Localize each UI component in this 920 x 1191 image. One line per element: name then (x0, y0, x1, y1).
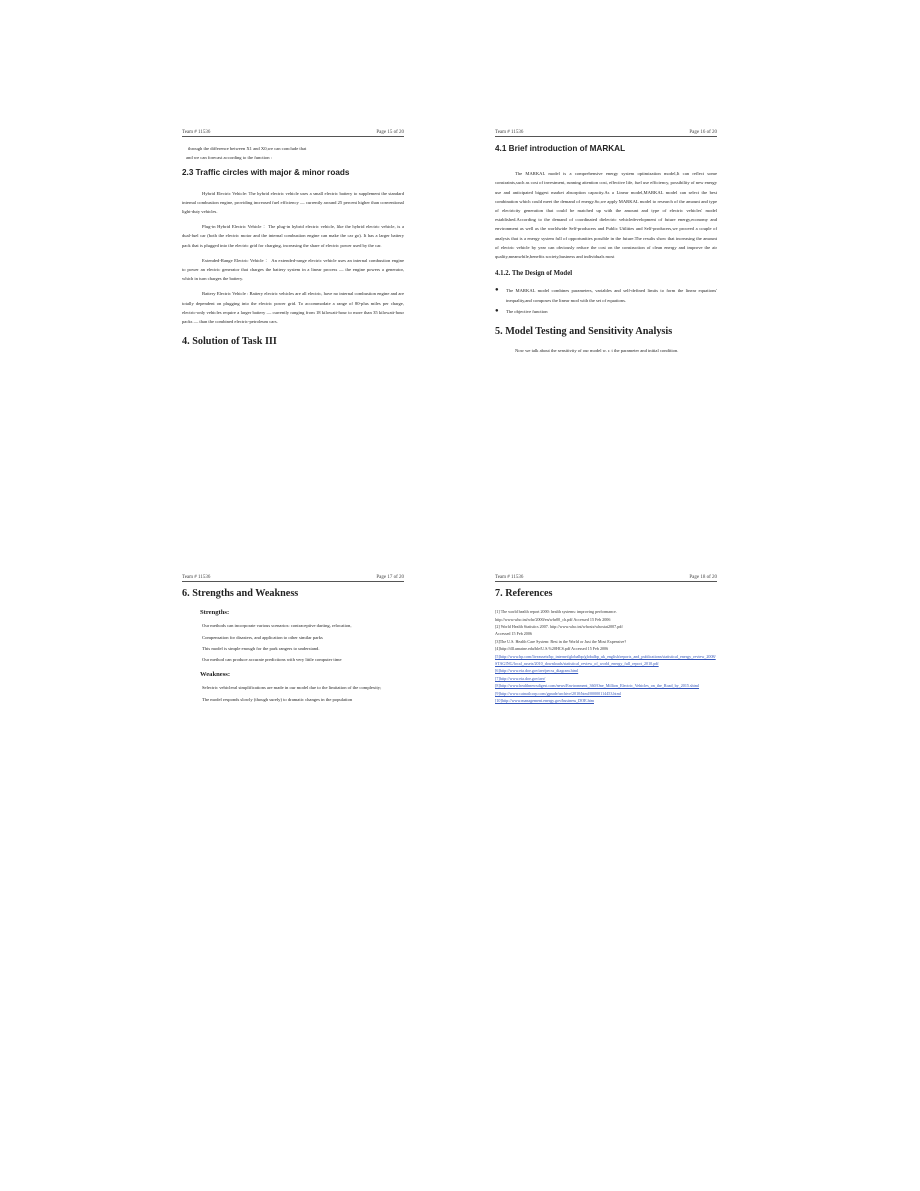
team-number: Team # 11536 (495, 130, 524, 135)
section-heading: 6. Strengths and Weakness (182, 588, 299, 599)
section-heading: 4.1 Brief introduction of MARKAL (495, 144, 626, 153)
reference-item: [3]The U.S. Health Care System: Best in the World or Just the Most Expensive? (495, 638, 627, 644)
reference-link[interactable]: [9]http://www.catnatlcorp.com/gprade/archive/2010/html/00000114453.html (495, 690, 621, 696)
document-page-17 (182, 575, 404, 710)
paragraph: Hybrid Electric Vehicle: The hybrid electric vehicle uses a small electric battery to supplement the standard internal combustion engine, providing increased fuel efficiency — currently around 25 percent higher than conventional light-duty vehicles. (182, 190, 404, 215)
section-heading: 2.3 Traffic circles with major & minor roads (182, 168, 350, 178)
bullet-icon: ● (495, 287, 499, 294)
section-heading: 7. References (495, 588, 553, 599)
paragraph: Selectric vehicleral simplifications are made in our model due to the limitation of the complexity; (202, 685, 382, 691)
body-line: and we can forecast according to the function : (186, 155, 272, 161)
team-number: Team # 11536 (182, 130, 211, 135)
page-header (495, 130, 717, 137)
page-header (495, 575, 717, 582)
page-header (182, 130, 404, 137)
reference-list (495, 608, 717, 704)
page-number: Page 15 of 20 (376, 130, 404, 135)
section-heading: 4. Solution of Task III (182, 336, 277, 348)
page-number: Page 16 of 20 (689, 130, 717, 135)
reference-link[interactable]: [10]http://www.management.energy.gov/business_DOE.htm (495, 698, 594, 704)
list-item-text: The MARKAL model combines parameters, variables and self-defined limits to form the linear equations' inequality,and composes the linear mod with the set of equations. (506, 288, 717, 303)
paragraph: Now we talk about the sensitivity of our model w. r. t the parameter and initial condition. (515, 348, 679, 354)
paragraph: Plug-in Hybrid Electric Vehicle ：The plug-in hybrid electric vehicle, like the hybrid electric vehicle, is a dual-fuel car (both the electric motor and the internal combustion engine can make the car go). It has a larger battery pack that is plugged into the electric grid for charging, increasing the share of electric power used by the car. (182, 224, 404, 248)
paragraph: This model is simple enough for the park rangers to understand. (202, 645, 320, 651)
list-item-text: The objective function (506, 308, 548, 314)
page-number: Page 18 of 20 (689, 575, 717, 580)
paragraph: The MARKAL model is a comprehensive energy system optimization model,It can reflect some constraints,such as cost of investment, running attention cost, effective life, fuel use efficiency, possibility of new energy use and anticipated biggest market absorption capacity.As a Linear model,MARKAL model can select the best combination which could meet the demand of energy.So,we apply MARKAL model to research of the amount and type of electricity generation that could be matched up with the amount and type of electric vehicles' model established.According to the demand of coordinated dielectric vehicledevelopment of future energy,economy and environment as well as the worldwide Self-producers and Public Utilities and Self-producers,we proceed a couple of analysis that is a energy system full of opportunities possible in the future.The results show that increasing the amount of electric vehicle by year can obviously reduce the cost on the construction of clean energy and improve the air quality,meanwhile,benefits society,business and individuals most (495, 171, 717, 260)
reference-item: http://www.who.int/whr/2000/en/whr00_ch.pdf Accessed 15 Feb 2006 (495, 616, 611, 622)
strengths-title: Strengths: (200, 609, 230, 617)
paragraph: Our methods can incorporate various scenarios: contraceptive darting, relocation, (202, 623, 352, 629)
paragraph: Battery Electric Vehicle : Battery electric vehicles are all electric, have no internal combustion engine and are totally dependent on plugging into the electric power grid. To accommodate a range of 80-plus miles per charge, electric-only vehicles require a larger battery — currently ranging from 18 kilowatt-hour to more than 35 kilowatt-hour packs — than the combined electric-petroleum cars. (182, 291, 404, 325)
paragraph: Compensation for disasters, and application to other similar parks (202, 634, 323, 640)
team-number: Team # 11536 (182, 575, 211, 580)
document-page-18 (495, 575, 717, 704)
page-header (182, 575, 404, 582)
reference-item: [2] World Health Statistics 2007. http://www.who.int/whosis/whostat2007.pdf (495, 624, 623, 630)
paragraph: Our method can produce accurate predictions with very little computer time (202, 657, 342, 663)
reference-item: [1] The world health report 2000: health systems: improving performance. (495, 609, 617, 615)
weakness-title: Weakness: (200, 671, 231, 679)
reference-link[interactable]: [7]http://www.eia.doe.gov/aer/ (495, 675, 546, 681)
reference-item: Accessed 15 Feb 2006 (495, 631, 532, 637)
reference-link[interactable]: [8]http://www.healthnewsdigest.com/news/Environment_360/One_Million_Electric_Vehicles_on_the_Road_by_2015.shtml (495, 683, 700, 689)
team-number: Team # 11536 (495, 575, 524, 580)
page-number: Page 17 of 20 (376, 575, 404, 580)
reference-link[interactable]: [5]http://www.bp.com/liveassets/bp_internet/globalbp/globalbp_uk_english/reports_and_publications/statistical_energy_review_2008/STAGING/local_assets/2010_downloads/statistical_review_of_world_energy_full_report_2010.pdf (495, 653, 716, 667)
section-heading: 5. Model Testing and Sensitivity Analysis (495, 326, 673, 338)
paragraph: The model responds slowly (though surely) to dramatic changes in the population (202, 696, 353, 702)
list-item (495, 286, 717, 304)
reference-item: [4]http://dll.umaine.edu/ble/U.S.%20HCS.pdf Accessed 15 Feb 2006 (495, 646, 609, 652)
subsection-heading: 4.1.2. The Design of Model (495, 270, 573, 278)
paragraph: Extended-Range Electric Vehicle ： An extended-range electric vehicle uses an internal combustion engine to power an electric generator that charges the battery system in a linear process — the engine powers a generator, which in turn charges the battery. (182, 257, 404, 282)
bullet-icon: ● (495, 307, 499, 314)
list-item (495, 307, 717, 316)
document-page-15 (182, 130, 404, 356)
body-line: through the difference between X1 and X0,we can conclude that (188, 146, 307, 151)
bullet-list (495, 286, 717, 316)
document-page-16 (495, 130, 717, 361)
reference-link[interactable]: [6]http://www.eia.doe.gov/aer/pecss_diagram.html (495, 668, 579, 674)
